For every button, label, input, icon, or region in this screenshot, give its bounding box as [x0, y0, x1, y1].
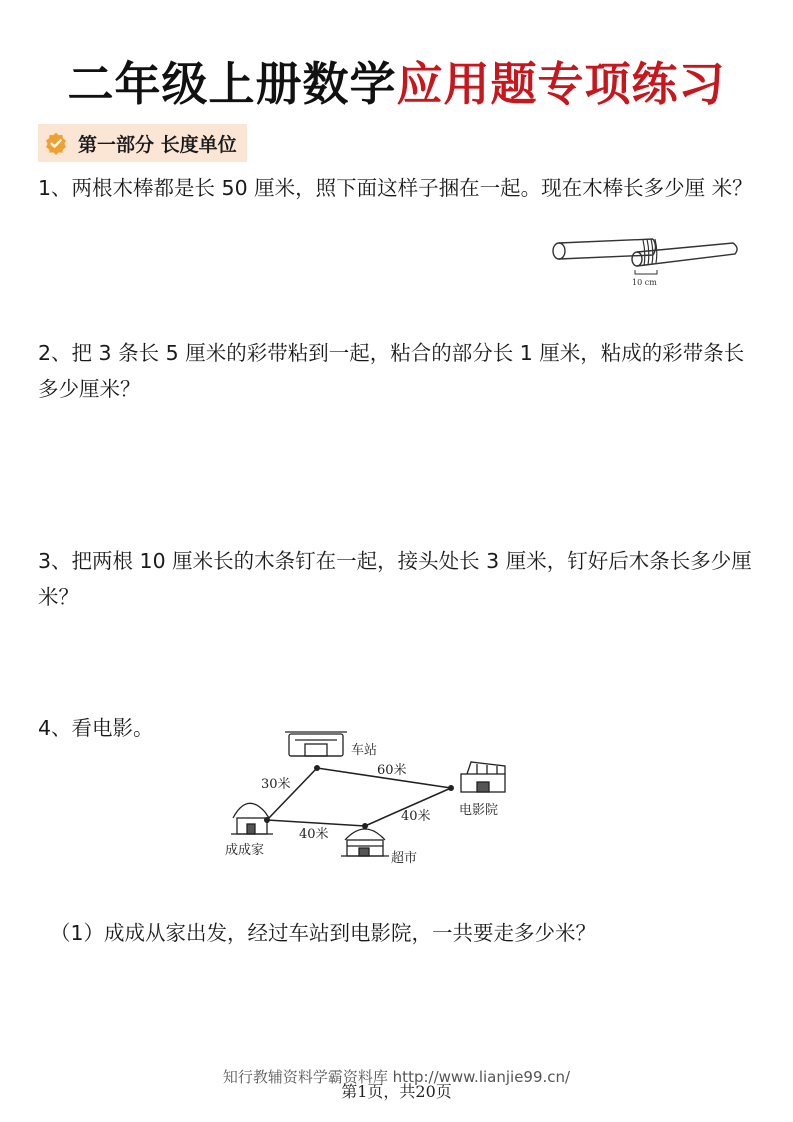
label-station: 车站 [351, 743, 378, 758]
footer-page-number: 第1页，共20页 [341, 1082, 452, 1101]
dist-home-market: 40米 [299, 827, 329, 842]
sticks-figure [545, 226, 745, 292]
route-home-station [267, 768, 317, 820]
section-label: 第一部分 长度单位 [78, 133, 237, 156]
overlap-label: 10 cm [632, 278, 657, 287]
station-icon [285, 732, 347, 756]
label-cinema: 电影院 [459, 803, 499, 818]
title-part-red: 应用题专项练习 [396, 57, 726, 111]
question-2: 2、把 3 条长 5 厘米的彩带粘到一起，粘合的部分长 1 厘米，粘成的彩带条长多少厘米？ [38, 341, 745, 401]
dist-station-cinema: 60米 [377, 763, 407, 778]
subquestion-1: （1）成成从家出发，经过车站到电影院，一共要走多少米？ [50, 921, 597, 945]
route-map-figure [215, 722, 525, 892]
right-stick-end [632, 252, 642, 266]
left-stick-end [553, 243, 565, 259]
dist-home-station: 30米 [261, 777, 291, 792]
question-1: 1、两根木棒都是长 50 厘米，照下面这样子捆在一起。现在木棒长多少厘 米？ [38, 176, 753, 200]
dist-market-cinema: 40米 [401, 809, 431, 824]
label-home: 成成家 [225, 843, 265, 858]
footer [0, 1066, 793, 1102]
home-icon [231, 803, 273, 834]
question-3: 3、把两根 10 厘米长的木条钉在一起，接头处长 3 厘米，钉好后木条长多少厘米？ [38, 549, 752, 609]
footer-watermark: 知行教辅资料学霸资料库 http://www.lianjie99.cn/ [222, 1068, 571, 1086]
node-station [314, 765, 320, 771]
market-icon [341, 829, 389, 856]
cinema-icon [461, 762, 505, 792]
title-part-black: 二年级上册数学 [67, 57, 397, 111]
orange-check-badge-icon [44, 131, 68, 155]
measure-bracket [635, 270, 657, 274]
label-market: 超市 [391, 851, 418, 866]
question-4: 4、看电影。 [38, 716, 154, 740]
node-cinema [448, 785, 454, 791]
page-title [0, 48, 793, 114]
node-market [362, 823, 368, 829]
section-heading [38, 124, 247, 162]
route-home-market [267, 820, 365, 826]
